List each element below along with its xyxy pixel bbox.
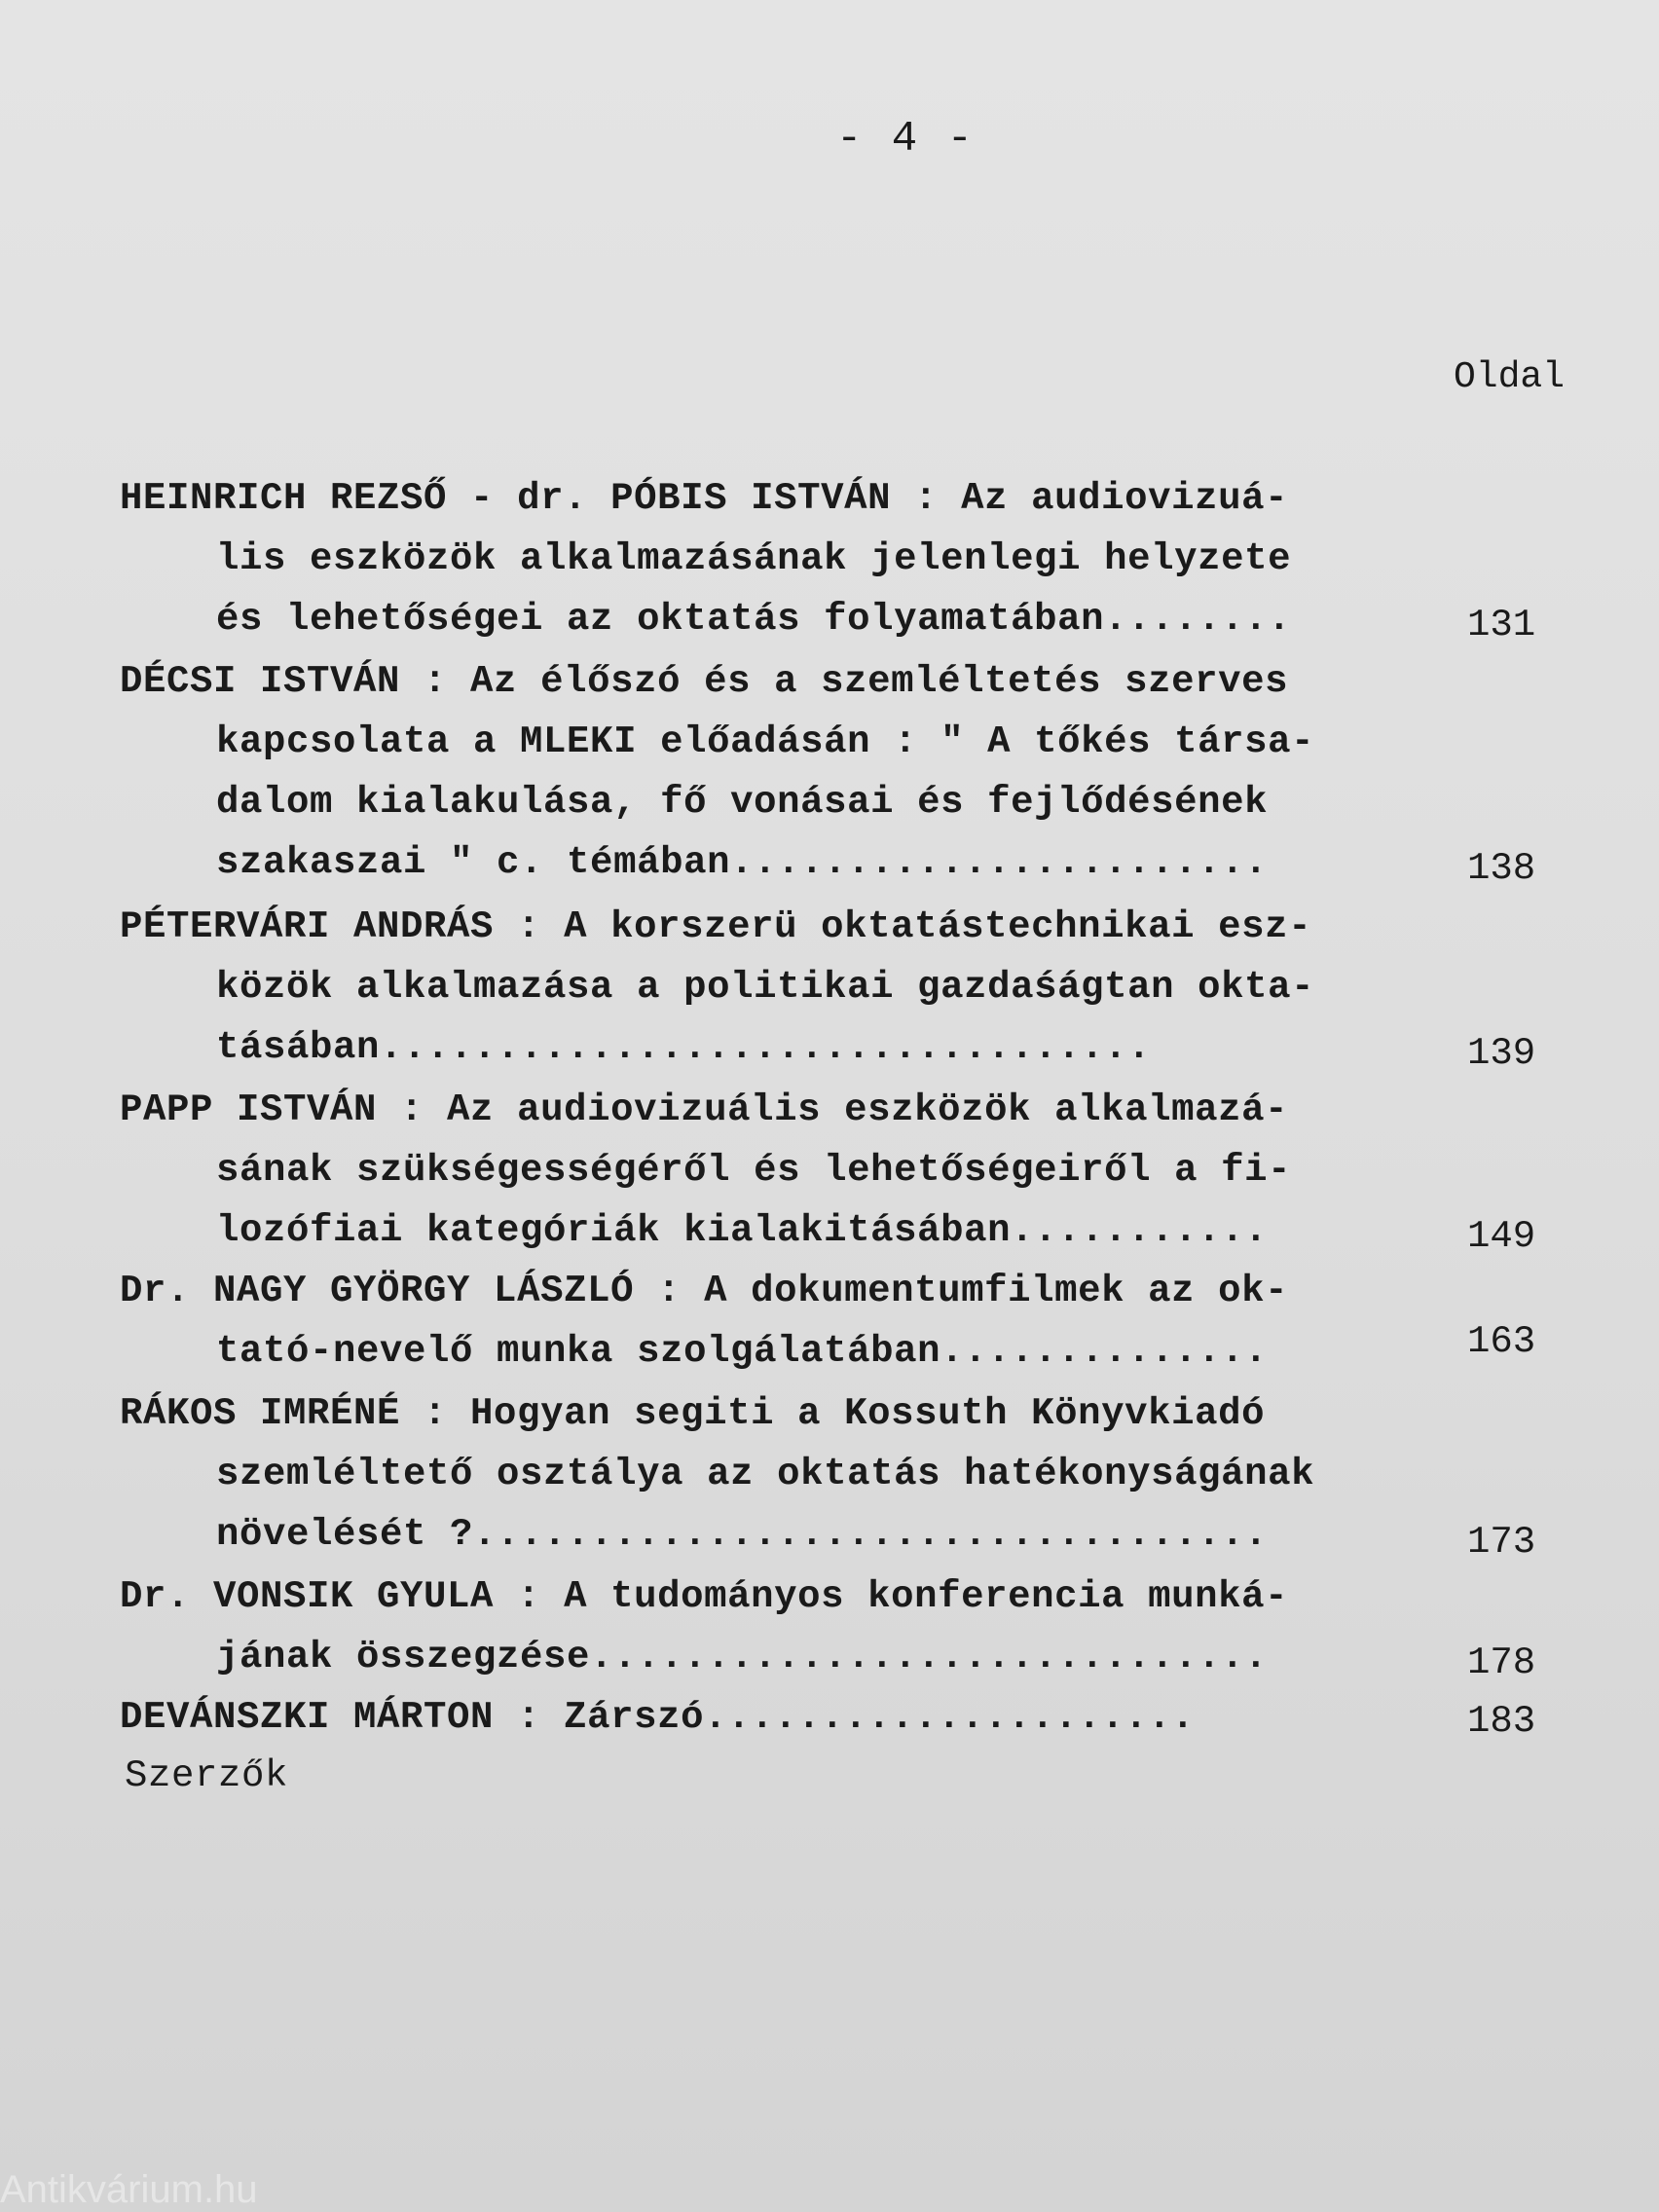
toc-entry-line: DÉCSI ISTVÁN : Az élőszó és a szemléltetés szerves bbox=[120, 660, 1289, 703]
toc-entry-line: Dr. NAGY GYÖRGY LÁSZLÓ : A dokumentumfilmek az ok- bbox=[120, 1270, 1289, 1312]
toc-entry-line: és lehetőségei az oktatás folyamatában........ bbox=[216, 598, 1292, 641]
toc-entry-line: lozófiai kategóriák kialakitásában........... bbox=[216, 1209, 1269, 1252]
toc-page-number: 149 bbox=[1467, 1215, 1536, 1258]
toc-entry-line: szakaszai " c. témában....................... bbox=[216, 841, 1269, 884]
toc-entry-line: dalom kialakulása, fő vonásai és fejlődésének bbox=[216, 781, 1269, 824]
toc-entry-line: tató-nevelő munka szolgálatában.............. bbox=[216, 1330, 1269, 1373]
toc-entry-line: HEINRICH REZSŐ - dr. PÓBIS ISTVÁN : Az audiovizuá- bbox=[120, 477, 1289, 520]
toc-entry-line: jának összegzése............................. bbox=[216, 1636, 1269, 1678]
toc-page-number: 173 bbox=[1467, 1521, 1536, 1564]
toc-entry-line: RÁKOS IMRÉNÉ : Hogyan segiti a Kossuth Könyvkiadó bbox=[120, 1392, 1266, 1435]
toc-entry-line: PAPP ISTVÁN : Az audiovizuális eszközök alkalmazá- bbox=[120, 1088, 1289, 1131]
toc-page-number: 178 bbox=[1467, 1641, 1536, 1684]
toc-entry-line: lis eszközök alkalmazásának jelenlegi helyzete bbox=[216, 537, 1292, 580]
toc-page-number: 138 bbox=[1467, 847, 1536, 890]
toc-entry-line: PÉTERVÁRI ANDRÁS : A korszerü oktatástechnikai esz- bbox=[120, 905, 1312, 948]
toc-entry-line: DEVÁNSZKI MÁRTON : Zárszó..................... bbox=[120, 1696, 1196, 1739]
toc-entry-line: növelését ?.................................. bbox=[216, 1513, 1269, 1556]
column-header-oldal: Oldal bbox=[1454, 356, 1566, 398]
toc-entry-line: szemléltető osztálya az oktatás hatékonyságának bbox=[216, 1453, 1315, 1495]
watermark: Antikvárium.hu bbox=[0, 2168, 258, 2211]
toc-entry-line: Szerzők bbox=[125, 1754, 289, 1797]
toc-entry-line: Dr. VONSIK GYULA : A tudományos konferencia munká- bbox=[120, 1575, 1289, 1618]
toc-entry-line: kapcsolata a MLEKI előadásán : " A tőkés társa- bbox=[216, 720, 1315, 763]
toc-page-number: 183 bbox=[1467, 1700, 1536, 1743]
toc-entry-line: közök alkalmazása a politikai gazdaśágtan okta- bbox=[216, 966, 1315, 1009]
toc-page-number: 163 bbox=[1467, 1320, 1536, 1363]
toc-entry-line: sának szükségességéről és lehetőségeiről a fi- bbox=[216, 1149, 1292, 1192]
toc-entry-line: tásában................................. bbox=[216, 1026, 1152, 1069]
page-number: - 4 - bbox=[835, 115, 976, 164]
toc-page-number: 131 bbox=[1467, 604, 1536, 646]
toc-page-number: 139 bbox=[1467, 1032, 1536, 1075]
